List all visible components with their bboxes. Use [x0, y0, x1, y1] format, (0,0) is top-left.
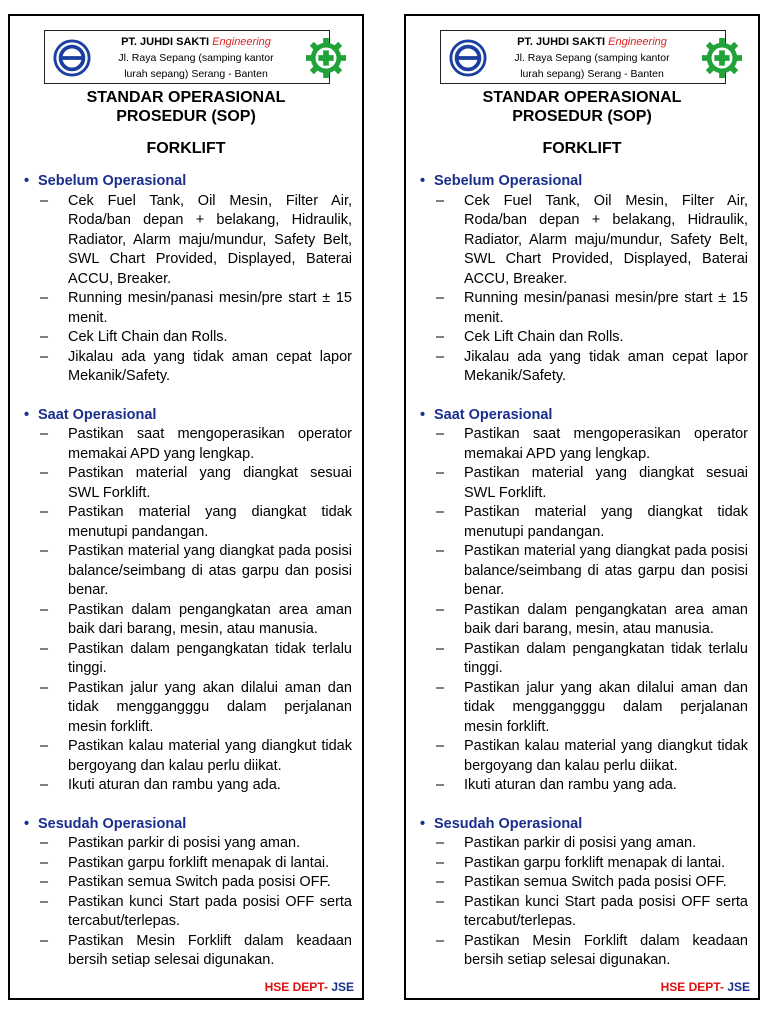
sop-card-left [8, 14, 364, 1000]
list-item: – Pastikan Mesin Forklift dalam keadaan bersih setiap selesai digunakan. [418, 932, 748, 971]
list-item: – Cek Fuel Tank, Oil Mesin, Filter Air, Roda/ban depan + belakang, Hidraulik, Radiator, Alarm maju/mundur, Safety Belt, SWL Chart Provided, Displayed, Baterai ACCU, Breaker. [22, 192, 352, 290]
list-item: – Cek Fuel Tank, Oil Mesin, Filter Air, Roda/ban depan + belakang, Hidraulik, Radiator, Alarm maju/mundur, Safety Belt, SWL Chart Provided, Displayed, Baterai ACCU, Breaker. [418, 192, 748, 290]
list-item: – Cek Lift Chain dan Rolls. [22, 328, 352, 348]
company-name-line [497, 34, 687, 50]
list-item: – Pastikan kunci Start pada posisi OFF serta tercabut/terlepas. [22, 893, 352, 932]
company-name: PT. JUHDI SAKTI [517, 36, 606, 48]
list-item: – Pastikan semua Switch pada posisi OFF. [22, 873, 352, 893]
list-item: – Pastikan material yang diangkat pada posisi balance/seimbang di atas garpu dan posisi benar. [22, 542, 352, 601]
document-subtitle: FORKLIFT [146, 140, 226, 157]
footer-sep: - [719, 980, 728, 994]
footer-dept: HSE DEPT [264, 980, 324, 994]
list-item: – Pastikan garpu forklift menapak di lantai. [418, 854, 748, 874]
blue-ring-logo-icon [53, 39, 91, 77]
list-item: – Pastikan kalau material yang diangkut tidak bergoyang dan kalau perlu diikat. [418, 737, 748, 776]
list-item: – Pastikan saat mengoperasikan operator memakai APD yang lengkap. [418, 425, 748, 464]
list-item: – Ikuti aturan dan rambu yang ada. [418, 776, 748, 796]
list-item: – Pastikan parkir di posisi yang aman. [22, 834, 352, 854]
footer-dept: HSE DEPT [660, 980, 720, 994]
company-name: PT. JUHDI SAKTI [121, 36, 210, 48]
list-item: – Pastikan material yang diangkat tidak menutupi pandangan. [418, 503, 748, 542]
list-item: – Pastikan dalam pengangkatan tidak terlalu tinggi. [22, 640, 352, 679]
section-list [418, 192, 748, 387]
title-line2: PROSEDUR (SOP) [116, 108, 256, 125]
list-item: – Cek Lift Chain dan Rolls. [418, 328, 748, 348]
list-item: – Pastikan semua Switch pada posisi OFF. [418, 873, 748, 893]
list-item: – Pastikan jalur yang akan dilalui aman dan tidak menggangggu dalam perjalanan mesin forklift. [22, 679, 352, 738]
sop-card-right [404, 14, 760, 1000]
list-item: – Pastikan material yang diangkat sesuai SWL Forklift. [22, 464, 352, 503]
document-subtitle: FORKLIFT [542, 140, 622, 157]
company-name-line [101, 34, 291, 50]
list-item: – Running mesin/panasi mesin/pre start ± 15 menit. [22, 289, 352, 328]
company-header [440, 30, 726, 84]
title-line1: STANDAR OPERASIONAL [86, 89, 286, 106]
section-heading: • Sesudah Operasional [22, 815, 352, 835]
sop-content [418, 172, 748, 990]
footer-sep: - [323, 980, 332, 994]
green-gear-cross-logo-icon [701, 37, 743, 79]
section-list [22, 425, 352, 796]
footer-code: JSE [331, 980, 354, 994]
list-item: – Running mesin/panasi mesin/pre start ± 15 menit. [418, 289, 748, 328]
list-item: – Pastikan saat mengoperasikan operator memakai APD yang lengkap. [22, 425, 352, 464]
company-address-line1: Jl. Raya Sepang (samping kantor [118, 52, 274, 64]
section-list [418, 834, 748, 971]
list-item: – Pastikan garpu forklift menapak di lantai. [22, 854, 352, 874]
footer-label [265, 980, 354, 994]
company-header [44, 30, 330, 84]
blue-ring-logo-icon [449, 39, 487, 77]
footer-code: JSE [727, 980, 750, 994]
section-heading: • Saat Operasional [22, 406, 352, 426]
list-item: – Pastikan Mesin Forklift dalam keadaan bersih setiap selesai digunakan. [22, 932, 352, 971]
footer-label [661, 980, 750, 994]
section-heading: • Sebelum Operasional [418, 172, 748, 192]
section-heading: • Saat Operasional [418, 406, 748, 426]
list-item: – Pastikan dalam pengangkatan area aman baik dari barang, mesin, atau manusia. [418, 601, 748, 640]
green-gear-cross-logo-icon [305, 37, 347, 79]
list-item: – Pastikan material yang diangkat tidak menutupi pandangan. [22, 503, 352, 542]
section-list [22, 192, 352, 387]
section-list [22, 834, 352, 971]
title-line1: STANDAR OPERASIONAL [482, 89, 682, 106]
company-address-line1: Jl. Raya Sepang (samping kantor [514, 52, 670, 64]
company-address-line2: lurah sepang) Serang - Banten [520, 68, 664, 80]
list-item: – Pastikan kunci Start pada posisi OFF serta tercabut/terlepas. [418, 893, 748, 932]
company-address-line2: lurah sepang) Serang - Banten [124, 68, 268, 80]
list-item: – Pastikan material yang diangkat pada posisi balance/seimbang di atas garpu dan posisi benar. [418, 542, 748, 601]
company-info [497, 34, 687, 82]
list-item: – Pastikan parkir di posisi yang aman. [418, 834, 748, 854]
document-title [10, 88, 362, 126]
list-item: – Pastikan dalam pengangkatan area aman baik dari barang, mesin, atau manusia. [22, 601, 352, 640]
list-item: – Ikuti aturan dan rambu yang ada. [22, 776, 352, 796]
list-item: – Pastikan kalau material yang diangkut tidak bergoyang dan kalau perlu diikat. [22, 737, 352, 776]
sop-content [22, 172, 352, 990]
company-name-suffix: Engineering [212, 36, 271, 48]
section-heading: • Sesudah Operasional [418, 815, 748, 835]
document-title [406, 88, 758, 126]
section-list [418, 425, 748, 796]
list-item: – Pastikan jalur yang akan dilalui aman dan tidak menggangggu dalam perjalanan mesin forklift. [418, 679, 748, 738]
company-info [101, 34, 291, 82]
company-name-suffix: Engineering [608, 36, 667, 48]
list-item: – Jikalau ada yang tidak aman cepat lapor Mekanik/Safety. [418, 348, 748, 387]
list-item: – Pastikan dalam pengangkatan tidak terlalu tinggi. [418, 640, 748, 679]
list-item: – Pastikan material yang diangkat sesuai SWL Forklift. [418, 464, 748, 503]
list-item: – Jikalau ada yang tidak aman cepat lapor Mekanik/Safety. [22, 348, 352, 387]
section-heading: • Sebelum Operasional [22, 172, 352, 192]
title-line2: PROSEDUR (SOP) [512, 108, 652, 125]
